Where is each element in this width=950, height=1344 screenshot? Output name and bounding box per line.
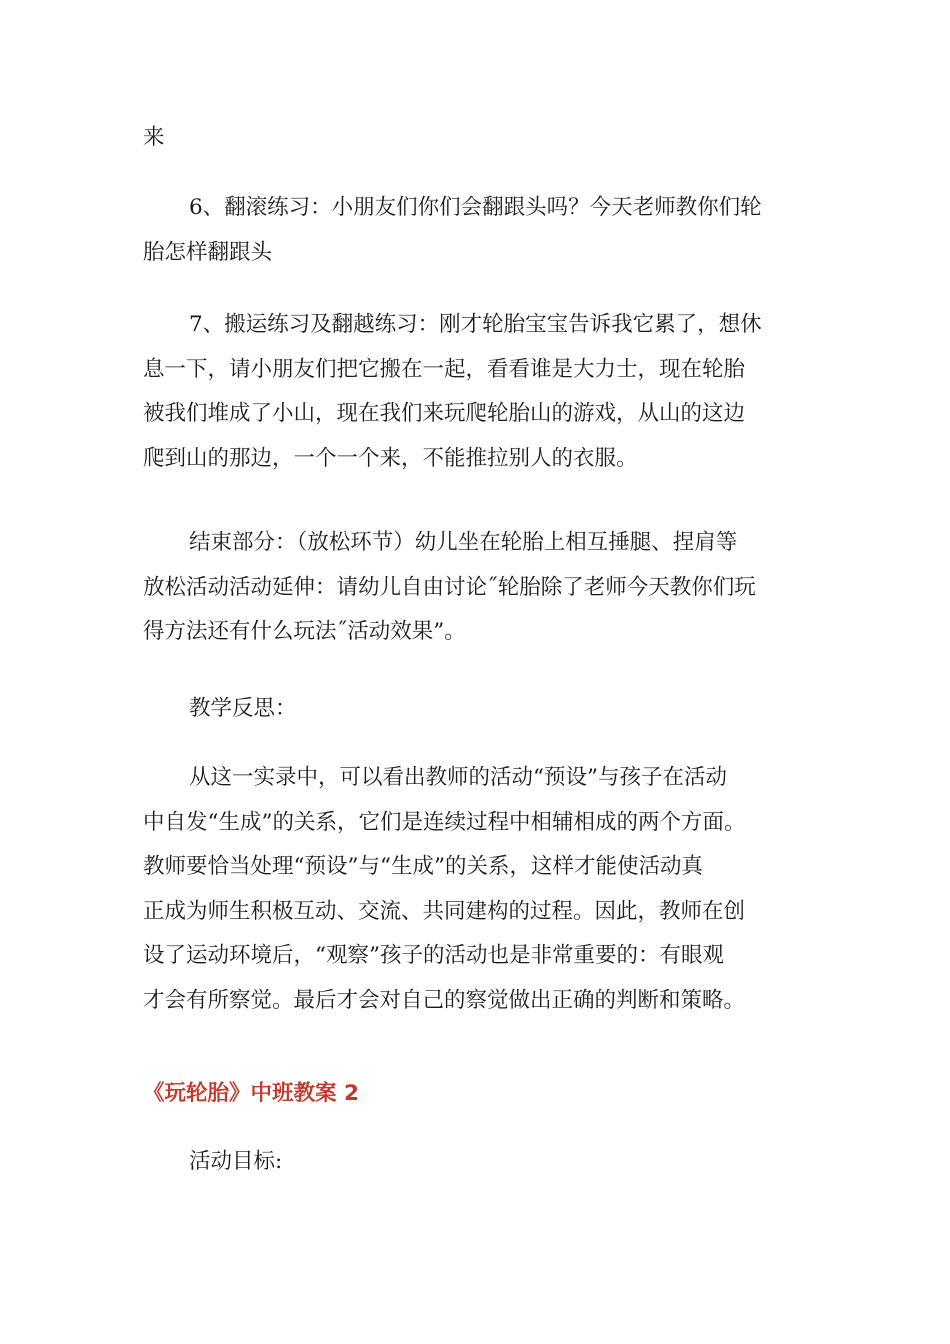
text-line: 息一下，请小朋友们把它搬在一起，看看谁是大力士，现在轮胎	[143, 356, 746, 382]
paragraph-step-7	[143, 303, 823, 481]
text-line: 正成为师生积极互动、交流、共同建构的过程。因此，教师在创	[143, 898, 746, 924]
text-line: 爬到山的那边，一个一个来，不能推拉别人的衣服。	[143, 445, 638, 471]
text-line: 放松活动活动延伸：请幼儿自由讨论˝轮胎除了老师今天教你们玩	[143, 574, 756, 600]
paragraph-reflection-title	[143, 687, 823, 732]
text-line: 被我们堆成了小山，现在我们来玩爬轮胎山的游戏，从山的这边	[143, 401, 746, 427]
text-line: 结束部分：（放松环节）幼儿坐在轮胎上相互捶腿、捏肩等	[189, 530, 738, 555]
text-line: 7、搬运练习及翻越练习：刚才轮胎宝宝告诉我它累了，想休	[189, 312, 762, 337]
text-line: 设了运动环境后，“观察”孩子的活动也是非常重要的：有眼观	[143, 943, 724, 969]
text-line: 从这一实录中，可以看出教师的活动“预设”与孩子在活动	[189, 765, 727, 790]
text-line: 教学反思：	[189, 696, 297, 721]
text-line: 来	[143, 125, 165, 150]
text-line: 胎怎样翻跟头	[143, 239, 273, 265]
text-line: 得方法还有什么玩法˝活动效果”。	[143, 619, 466, 645]
text-line: 中自发“生成”的关系，它们是连续过程中相辅相成的两个方面。	[143, 809, 746, 835]
section-heading: 《玩轮胎》中班教案 2	[143, 1081, 359, 1106]
paragraph-reflection	[143, 756, 823, 1024]
paragraph-ending	[143, 521, 823, 655]
paragraph-continuation	[143, 116, 823, 161]
text-line: 教师要恰当处理“预设”与“生成”的关系，这样才能使活动真	[143, 854, 703, 880]
paragraph-goal-title	[143, 1140, 823, 1185]
text-line: 6、翻滚练习：小朋友们你们会翻跟头吗？今天老师教你们轮	[189, 195, 762, 220]
text-line: 才会有所察觉。最后才会对自己的察觉做出正确的判断和策略。	[143, 987, 746, 1013]
paragraph-step-6	[143, 186, 823, 275]
text-line: 活动目标:	[189, 1149, 283, 1174]
